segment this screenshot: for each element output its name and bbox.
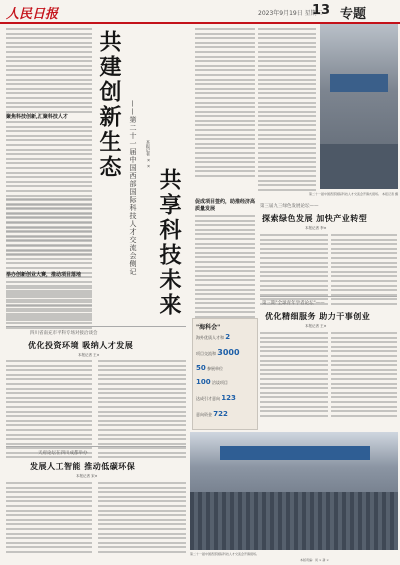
photo-caption-top: 第二十一届中国西部国际科技人才交流会开幕式现场。 本报记者 摄	[309, 192, 398, 196]
main-subhead: ——第二十一届中国西部国际科技人才交流会侧记	[129, 100, 137, 276]
main-byline: 本报记者 × ×	[146, 140, 151, 169]
newspaper-logo: 人民日报	[6, 7, 59, 22]
divider	[6, 446, 186, 447]
right-story2-body-b	[331, 332, 397, 419]
divider	[260, 296, 397, 297]
bottom-left-body-a	[6, 482, 92, 556]
left-body-text-1	[6, 28, 92, 115]
bottom-left-byline: 本报记者 宋×	[76, 474, 98, 478]
right-story2-byline: 本报记者 王×	[305, 324, 327, 328]
data-box-title: "海科会"	[196, 324, 221, 331]
data-line-5: 达成引才意向 123	[196, 394, 236, 402]
sichuan-headline: 优化投资环境 吸纳人才发展	[28, 341, 134, 350]
data-line-4: 100 洽谈项目	[196, 378, 228, 386]
data-line-1: 海外优质人才和 2	[196, 333, 231, 341]
bottom-left-body-b	[98, 482, 186, 556]
data-line-3: 50 参展单位	[196, 364, 224, 372]
sichuan-kicker: 四川省南充市平科专场对接洽谈会	[30, 331, 98, 336]
conference-photo-bottom	[190, 432, 398, 550]
section-name: 专题	[340, 7, 367, 22]
data-line-6: 意向资金 722	[196, 410, 228, 418]
right-story2-kicker: 第三期"全球青年学者论坛"——	[262, 301, 325, 306]
mid-body-text-2	[258, 28, 316, 193]
divider	[6, 326, 186, 327]
issue-date: 2023年9月19日 星期二	[258, 10, 323, 17]
conference-photo-top	[320, 24, 398, 189]
mid-body-text-1	[195, 28, 255, 180]
page-number: 13	[312, 3, 331, 18]
right-story1-kicker: 第三届九三绿色发展论坛——	[260, 204, 319, 209]
photo-caption-bottom: 第二十一届中国西部国际科技人才交流会开幕现场。	[190, 552, 260, 556]
left-body-text-4	[6, 287, 92, 324]
left-subhead: 聚焦科技创新,汇聚科技人才	[6, 114, 68, 120]
right-story2-body-a	[260, 332, 328, 419]
data-line-2: 项目交流和 3000	[196, 348, 240, 357]
main-headline-line2: 共享科技未来	[156, 168, 181, 318]
right-story1-headline: 探索绿色发展 加快产业转型	[262, 214, 368, 223]
page-footer-credit: 本版责编：何 × 龚 ×	[300, 558, 329, 562]
left-subhead-2: 举办创新创业大赛，推动项目落地	[6, 272, 82, 278]
bottom-left-kicker: 天府论坛在四川成都举办	[38, 451, 88, 456]
right-story2-headline: 优化精细服务 助力干事创业	[265, 312, 371, 321]
main-headline-line1: 共建创新生态	[96, 30, 121, 180]
mid-subtitle: 促成项目签约，助推经济高质量发展	[195, 199, 256, 212]
right-story1-byline: 本报记者 李×	[305, 226, 327, 230]
bottom-left-headline: 发展人工智能 推动低碳环保	[30, 462, 136, 471]
sichuan-byline: 本报记者 王×	[78, 353, 100, 357]
mid-body-text-3	[195, 215, 255, 325]
